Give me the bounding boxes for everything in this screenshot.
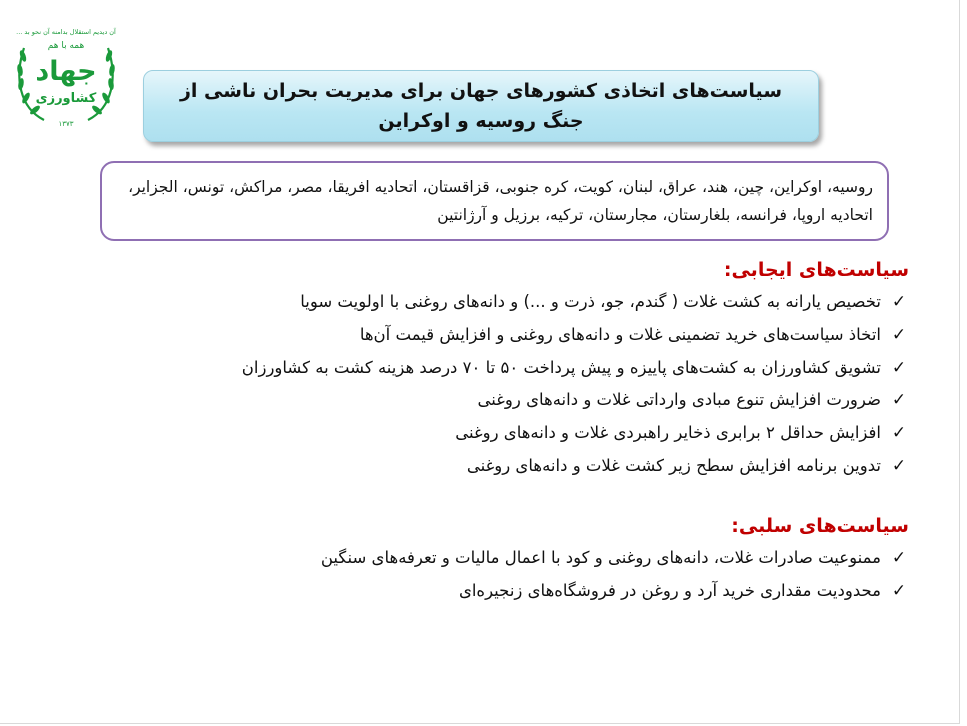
checkmark-icon: ✓: [891, 357, 907, 378]
negative-policies-title: سیاست‌های سلبی:: [731, 515, 909, 537]
list-item: [242, 417, 909, 450]
countries-list-text: روسیه، اوکراین، چین، هند، عراق، لبنان، کویت، کره جنوبی، قزاقستان، اتحادیه افریقا، مصر، مراکش، تونس، الجزایر، اتحادیه اروپا، فرانسه، بلغارستان، مجارستان، ترکیه، برزیل و آرژانتین: [128, 178, 873, 224]
checkmark-icon: ✓: [891, 455, 907, 476]
checkmark-icon: ✓: [891, 423, 907, 444]
list-item: [321, 575, 909, 608]
list-item-text: تدوین برنامه افزایش سطح زیر کشت غلات و دانه‌های روغنی: [466, 455, 881, 475]
logo-main-text: جهاد: [35, 56, 97, 87]
jahad-keshavarzi-logo: [14, 22, 118, 130]
list-item: [321, 542, 909, 575]
slide-title: سیاست‌های اتخاذی کشورهای جهان برای مدیریت بحران ناشی از جنگ روسیه و اوکراین: [179, 80, 783, 132]
list-item: [242, 352, 909, 385]
negative-policies-list: [321, 542, 909, 608]
checkmark-icon: ✓: [891, 580, 907, 601]
logo-top-text: همه با هم: [47, 41, 85, 51]
checkmark-icon: ✓: [891, 324, 907, 345]
checkmark-icon: ✓: [891, 292, 907, 312]
list-item-text: افزایش حداقل ۲ برابری ذخایر راهبردی غلات و دانه‌های روغنی: [455, 423, 881, 443]
logo-arc-text: آن دیدیم استقلال بدامنه آن نحو بد ...: [16, 28, 116, 36]
list-item: [242, 450, 909, 483]
slide-title-box: [143, 70, 819, 142]
logo-year: ۱۳۷۳: [58, 120, 74, 128]
list-item-text: اتخاذ سیاست‌های خرید تضمینی غلات و دانه‌های روغنی و افزایش قیمت آن‌ها: [359, 324, 881, 344]
list-item-text: تخصیص یارانه به کشت غلات ( گندم، جو، ذرت و ...) و دانه‌های روغنی با اولویت سویا: [300, 292, 881, 311]
list-item-text: تشویق کشاورزان به کشت‌های پاییزه و پیش پرداخت ۵۰ تا ۷۰ درصد هزینه کشت به کشاورزان: [241, 357, 881, 377]
negative-policies-section: [321, 512, 909, 608]
list-item-text: ضرورت افزایش تنوع مبادی وارداتی غلات و دانه‌های روغنی: [477, 390, 881, 410]
checkmark-icon: ✓: [891, 548, 907, 568]
list-item-text: محدودیت مقداری خرید آرد و روغن در فروشگاه‌های زنجیره‌ای: [458, 580, 881, 600]
positive-policies-title: سیاست‌های ایجابی:: [723, 259, 909, 281]
logo-emblem: [14, 22, 118, 130]
logo-sub-text: کشاورزی: [35, 91, 97, 106]
list-item: [242, 384, 909, 417]
positive-policies-list: [242, 286, 909, 483]
checkmark-icon: ✓: [891, 390, 907, 411]
countries-list-box: [100, 161, 889, 241]
list-item: [242, 286, 909, 319]
list-item-text: ممنوعیت صادرات غلات، دانه‌های روغنی و کود با اعمال مالیات و تعرفه‌های سنگین: [320, 548, 881, 567]
list-item: [242, 319, 909, 352]
positive-policies-section: [242, 256, 909, 483]
